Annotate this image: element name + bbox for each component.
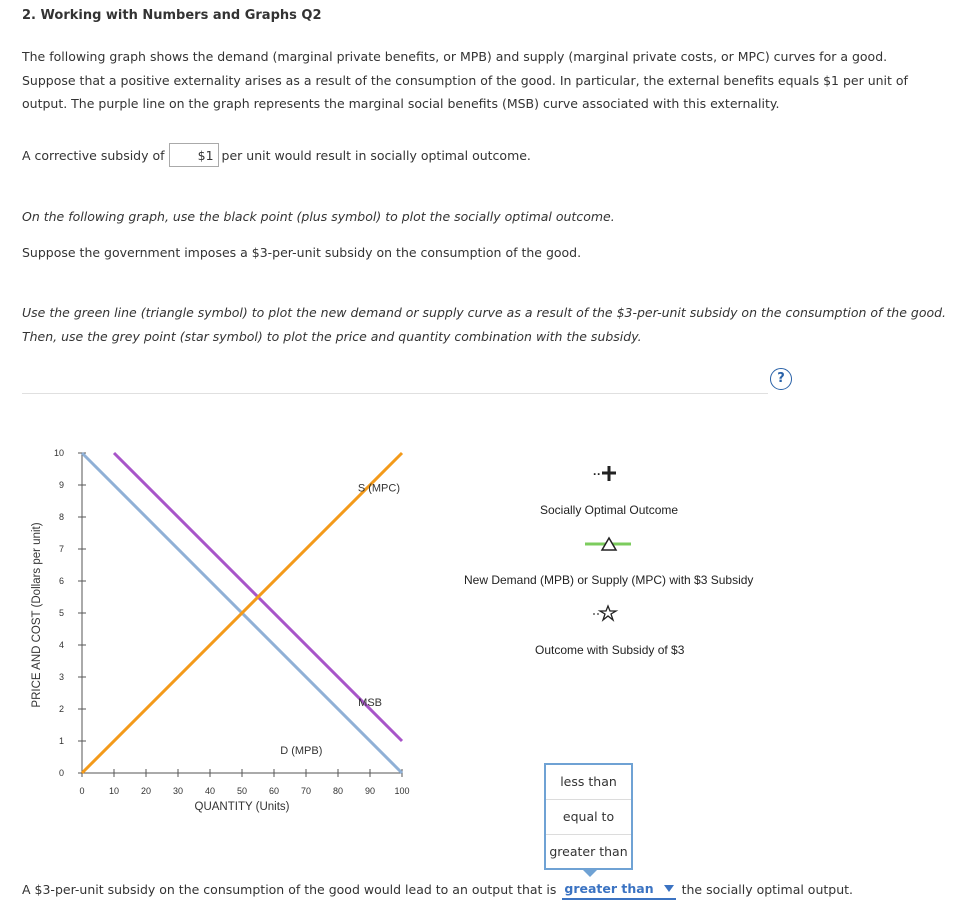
y-tick-label: 6 bbox=[58, 576, 64, 586]
legend-new-curve-label: New Demand (MPB) or Supply (MPC) with $3 Subsidy bbox=[464, 573, 754, 587]
x-tick-label: 50 bbox=[236, 786, 248, 796]
comparison-dropdown[interactable] bbox=[562, 878, 675, 900]
dropdown-option-greater-than[interactable]: greater than bbox=[549, 844, 628, 859]
x-tick-label: 90 bbox=[364, 786, 376, 796]
y-tick-label: 2 bbox=[58, 704, 64, 714]
question-title: 2. Working with Numbers and Graphs Q2 bbox=[22, 8, 322, 23]
x-tick-label: 100 bbox=[394, 786, 410, 796]
dropdown-option-less-than[interactable]: less than bbox=[546, 765, 631, 800]
comparison-dropdown-menu[interactable] bbox=[544, 763, 633, 870]
graph-area[interactable] bbox=[0, 440, 460, 830]
supply-mpc-label: S (MPC) bbox=[357, 482, 400, 495]
svg-text:··: ·· bbox=[593, 467, 601, 481]
y-tick-label: 8 bbox=[58, 512, 64, 522]
star-point-tool[interactable] bbox=[593, 606, 616, 620]
chevron-down-icon bbox=[664, 885, 674, 892]
instruction-suppose-subsidy: Suppose the government imposes a $3-per-unit subsidy on the consumption of the good. bbox=[22, 245, 582, 260]
y-tick-label: 3 bbox=[58, 672, 64, 682]
help-icon[interactable]: ? bbox=[770, 368, 792, 390]
msb-label: MSB bbox=[358, 696, 382, 709]
legend-symbols bbox=[585, 462, 631, 642]
subsidy-suffix: per unit would result in socially optimal outcome. bbox=[221, 147, 531, 163]
subsidy-prefix: A corrective subsidy of bbox=[22, 147, 165, 163]
y-tick-label: 1 bbox=[58, 736, 64, 746]
y-tick-label: 4 bbox=[58, 640, 64, 650]
legend-optimal-label: Socially Optimal Outcome bbox=[540, 503, 679, 517]
y-axis-label: PRICE AND COST (Dollars per unit) bbox=[31, 522, 43, 708]
x-tick-label: 30 bbox=[172, 786, 184, 796]
conclusion-sentence bbox=[22, 878, 853, 900]
plot-group[interactable] bbox=[54, 448, 410, 796]
plus-point-tool[interactable] bbox=[593, 466, 616, 481]
intro-paragraph: The following graph shows the demand (marginal private benefits, or MPB) and supply (marginal private costs, or MPC) curves for a good. Suppose that a positive externality arises as a result of the consumption of the good. In particular, the external benefits equals $1 per unit of output. The purple line on the graph represents the marginal social benefits (MSB) curve associated with this externality. bbox=[22, 49, 908, 111]
instruction-plot-new-line: Use the green line (triangle symbol) to plot the new demand or supply curve as a result of the $3-per-unit subsidy on the consumption of the good. bbox=[22, 305, 947, 320]
legend-subsidy-outcome-label: Outcome with Subsidy of $3 bbox=[535, 643, 685, 657]
divider bbox=[22, 393, 768, 394]
star-icon bbox=[600, 606, 616, 620]
demand-mpb-label: D (MPB) bbox=[280, 744, 323, 757]
y-tick-label: 0 bbox=[58, 768, 64, 778]
x-tick-label: 80 bbox=[332, 786, 344, 796]
x-tick-label: 40 bbox=[204, 786, 216, 796]
y-tick-label: 5 bbox=[58, 608, 64, 618]
x-tick-label: 70 bbox=[300, 786, 312, 796]
triangle-line-tool[interactable] bbox=[585, 538, 631, 550]
x-tick-label: 60 bbox=[268, 786, 280, 796]
subsidy-input[interactable]: $1 bbox=[169, 143, 219, 167]
x-axis-label: QUANTITY (Units) bbox=[194, 801, 290, 813]
corrective-subsidy-question bbox=[22, 143, 531, 167]
x-tick-label: 0 bbox=[79, 786, 85, 796]
conclusion-prefix: A $3-per-unit subsidy on the consumption of the good would lead to an output that is bbox=[22, 881, 557, 897]
comparison-dropdown-value: greater than bbox=[564, 880, 654, 896]
y-tick-label: 10 bbox=[53, 448, 64, 458]
conclusion-suffix: the socially optimal output. bbox=[681, 881, 854, 897]
y-tick-label: 7 bbox=[58, 544, 64, 554]
dropdown-option-equal-to[interactable]: equal to bbox=[546, 800, 631, 835]
y-tick-label: 9 bbox=[58, 480, 64, 490]
x-tick-label: 10 bbox=[108, 786, 120, 796]
x-tick-label: 20 bbox=[140, 786, 152, 796]
instruction-plot-optimal: On the following graph, use the black point (plus symbol) to plot the socially optimal outcome. bbox=[22, 209, 615, 224]
dropdown-pointer-icon bbox=[582, 869, 598, 877]
instruction-plot-new-point: Then, use the grey point (star symbol) to plot the price and quantity combination with the subsidy. bbox=[22, 329, 642, 344]
